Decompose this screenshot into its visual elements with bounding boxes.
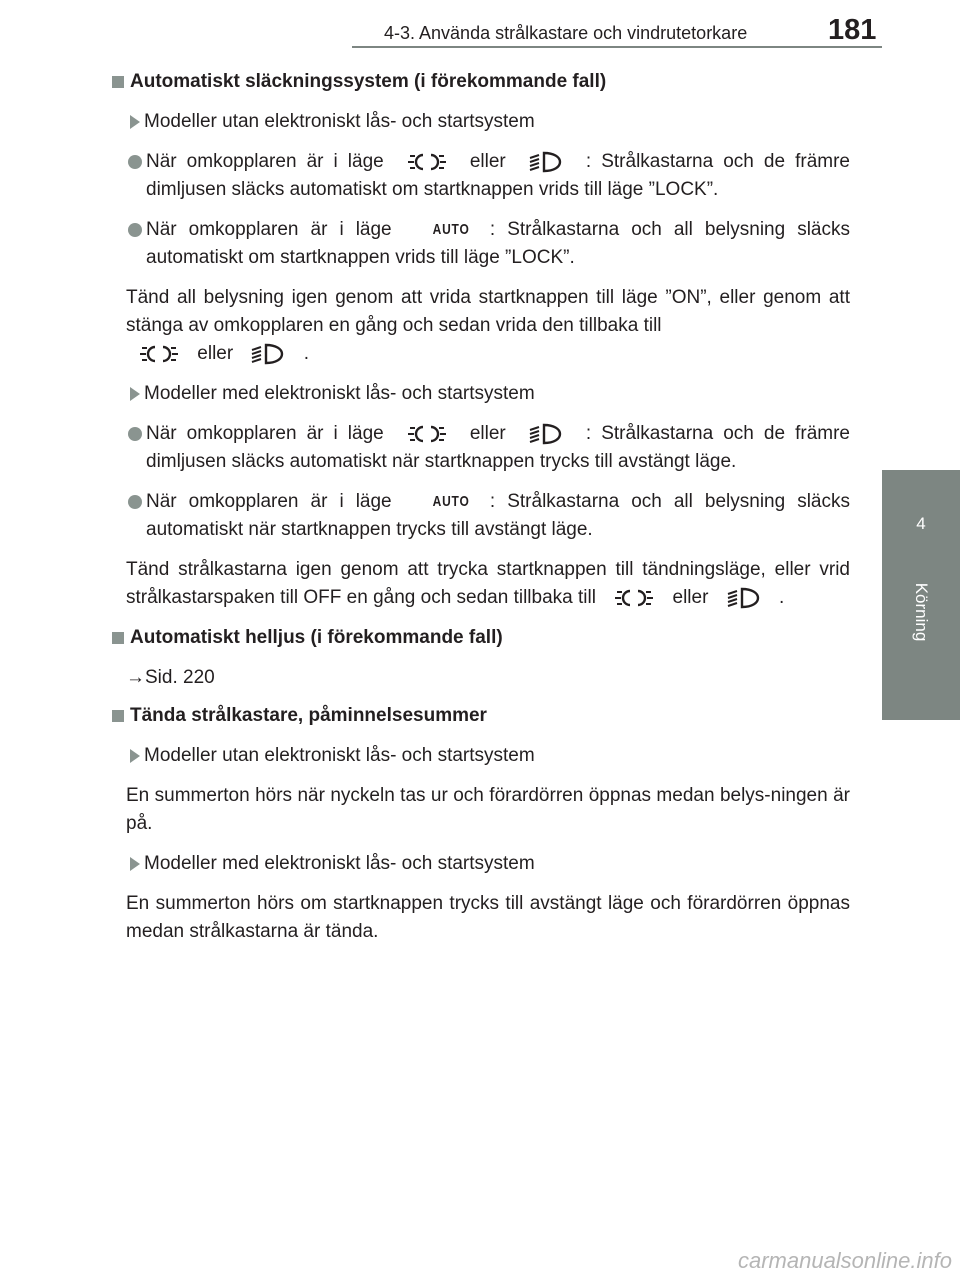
triangle-marker-icon xyxy=(130,387,140,401)
page-number: 181 xyxy=(828,14,877,46)
parking-light-icon xyxy=(613,586,655,610)
heading-auto-high-beam: Automatiskt helljus (i förekommande fall) xyxy=(110,624,850,652)
bullet-item: När omkopplaren är i läge AUTO : Strålkastarna och all belysning släcks automatiskt när startknappen trycks till avstängt läge. xyxy=(110,488,850,544)
triangle-marker-icon xyxy=(130,115,140,129)
heading-buzzer: Tända strålkastare, påminnelsesummer xyxy=(110,702,850,730)
chapter-number: 4 xyxy=(916,514,926,533)
square-bullet-icon xyxy=(112,632,124,644)
triangle-marker-icon xyxy=(130,857,140,871)
square-bullet-icon xyxy=(112,710,124,722)
arrow-right-icon: → xyxy=(126,667,145,688)
watermark: carmanualsonline.info xyxy=(737,1248,952,1273)
header-rule xyxy=(352,46,882,48)
bullet-item: När omkopplaren är i läge AUTO : Strålkastarna och all belysning släcks automatiskt om startknappen vrids till läge ”LOCK”. xyxy=(110,216,850,272)
paragraph: En summerton hörs när nyckeln tas ur och förardörren öppnas medan belys-ningen är på. xyxy=(126,785,850,834)
bullet-dot-icon xyxy=(128,495,142,509)
parking-light-icon xyxy=(406,422,448,446)
headlight-icon xyxy=(528,150,564,174)
page-reference[interactable] xyxy=(110,664,850,692)
headlight-icon xyxy=(250,342,286,366)
parking-light-icon xyxy=(138,342,180,366)
square-bullet-icon xyxy=(112,76,124,88)
heading-auto-off: Automatiskt släckningssystem (i förekommande fall) xyxy=(110,68,850,96)
paragraph: Tänd all belysning igen genom att vrida startknappen till läge ”ON”, eller genom att stänga av omkopplaren en gång och sedan vrida den tillbaka till eller . xyxy=(126,287,850,364)
paragraph: Tänd strålkastarna igen genom att trycka startknappen till tändningsläge, eller vrid strålkastarspaken till OFF en gång och sedan tillbaka till eller . xyxy=(126,559,850,608)
headlight-icon xyxy=(726,586,762,610)
paragraph: En summerton hörs om startknappen trycks till avstängt läge och förardörren öppnas medan strålkastarna är tända. xyxy=(126,893,850,942)
section-title: 4-3. Använda strålkastare och vindrutetorkare xyxy=(384,23,748,43)
auto-mode-icon: AUTO xyxy=(432,492,470,510)
bullet-item: När omkopplaren är i läge eller : Strålkastarna och de främre dimljusen släcks automatiskt om startknappen vrids till läge ”LOCK”. xyxy=(110,148,850,204)
chapter-label: Körning xyxy=(912,582,931,642)
bullet-item: När omkopplaren är i läge eller : Strålkastarna och de främre dimljusen släcks automatiskt när startknappen trycks till avstängt läge. xyxy=(110,420,850,476)
triangle-marker-icon xyxy=(130,749,140,763)
bullet-dot-icon xyxy=(128,155,142,169)
bullet-dot-icon xyxy=(128,223,142,237)
model-without-keyless: Modeller utan elektroniskt lås- och startsystem xyxy=(110,742,850,770)
page-content xyxy=(110,68,850,958)
model-without-keyless: Modeller utan elektroniskt lås- och startsystem xyxy=(110,108,850,136)
model-with-keyless: Modeller med elektroniskt lås- och startsystem xyxy=(110,850,850,878)
reference-text: Sid. 220 xyxy=(145,667,215,688)
bullet-dot-icon xyxy=(128,427,142,441)
parking-light-icon xyxy=(406,150,448,174)
auto-mode-icon: AUTO xyxy=(432,220,470,238)
headlight-icon xyxy=(528,422,564,446)
model-with-keyless: Modeller med elektroniskt lås- och startsystem xyxy=(110,380,850,408)
